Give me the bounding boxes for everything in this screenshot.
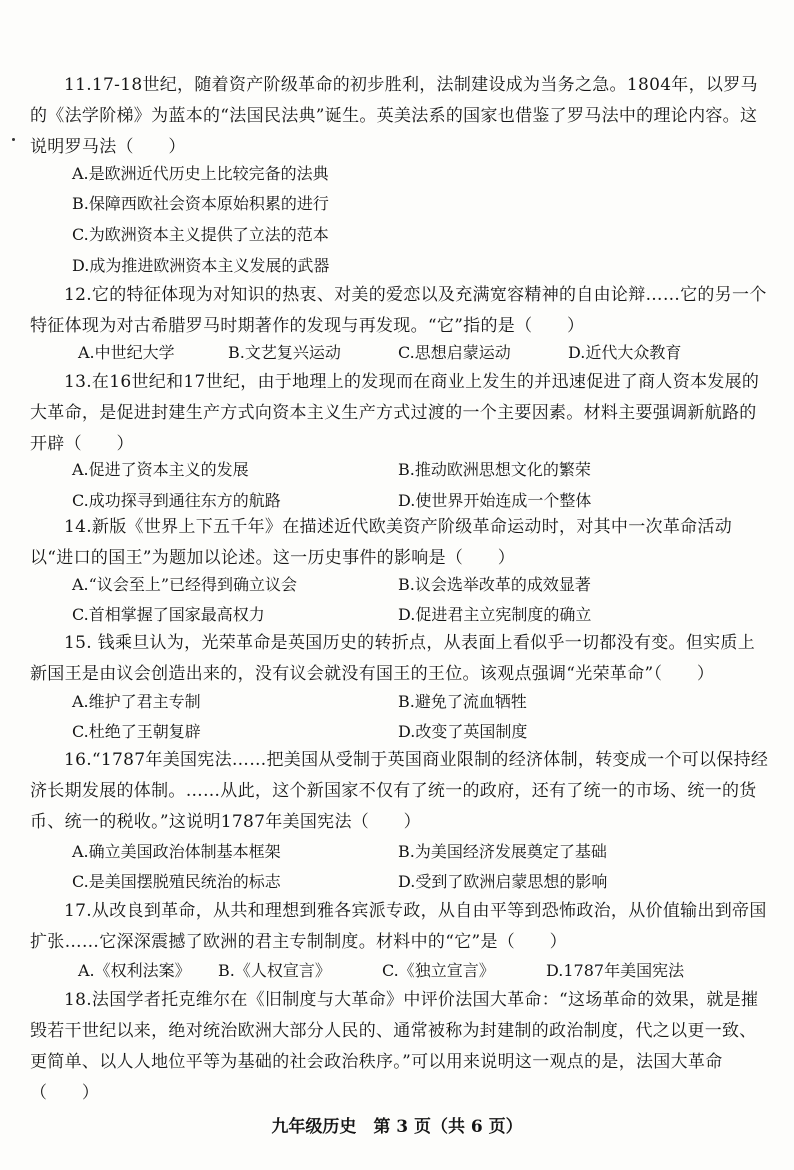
question-17-option-d[interactable]: D.1787年美国宪法 <box>546 961 685 980</box>
question-14-option-b[interactable]: B.议会选举改革的成效显著 <box>398 575 591 594</box>
question-13-option-b[interactable]: B.推动欧洲思想文化的繁荣 <box>398 460 591 479</box>
question-17-option-c[interactable]: C.《独立宣言》 <box>382 961 495 980</box>
question-15-option-d[interactable]: D.改变了英国制度 <box>398 722 528 741</box>
question-15-stem: 15. 钱乘旦认为，光荣革命是英国历史的转折点，从表面上看似乎一切都没有变。但实质上新国王是由议会创造出来的，没有议会就没有国王的王位。该观点强调“光荣革命”（ ） <box>30 633 756 684</box>
question-11-option-c[interactable]: C.为欧洲资本主义提供了立法的范本 <box>72 225 329 244</box>
question-11-option-d[interactable]: D.成为推进欧洲资本主义发展的武器 <box>72 256 330 275</box>
question-12-option-d[interactable]: D.近代大众教育 <box>568 343 682 362</box>
question-11-option-a[interactable]: A.是欧洲近代历史上比较完备的法典 <box>72 164 329 183</box>
question-17-option-a[interactable]: A.《权利法案》 <box>78 961 191 980</box>
question-16-option-b[interactable]: B.为美国经济发展奠定了基础 <box>398 842 607 861</box>
question-14-option-d[interactable]: D.促进君主立宪制度的确立 <box>398 605 592 624</box>
question-11-option-b[interactable]: B.保障西欧社会资本原始积累的进行 <box>72 194 329 213</box>
question-16-option-c[interactable]: C.是美国摆脱殖民统治的标志 <box>72 872 281 891</box>
question-13-option-a[interactable]: A.促进了资本主义的发展 <box>72 460 249 479</box>
question-16-option-d[interactable]: D.受到了欧洲启蒙思想的影响 <box>398 872 608 891</box>
question-18-stem: 18.法国学者托克维尔在《旧制度与大革命》中评价法国大革命：“这场革命的效果，就是摧毁若干世纪以来，绝对统治欧洲大部分人民的、通常被称为封建制的政治制度，代之以更一致、更简单、以人人地位平等为基础的社会政治秩序。”可以用来说明这一观点的是，法国大革命（ ） <box>30 990 759 1103</box>
question-16-option-a[interactable]: A.确立美国政治体制基本框架 <box>72 842 281 861</box>
question-12-option-b[interactable]: B.文艺复兴运动 <box>228 343 341 362</box>
question-17-stem: 17.从改良到革命，从共和理想到雅各宾派专政，从自由平等到恐怖政治，从价值输出到帝国扩张……它深深震撼了欧洲的君主专制制度。材料中的“它”是（ ） <box>30 901 767 952</box>
page-footer: 九年级历史 第 3 页（共 6 页） <box>271 1117 523 1137</box>
scan-speck <box>12 138 15 141</box>
question-14-option-c[interactable]: C.首相掌握了国家最高权力 <box>72 605 265 624</box>
question-14-stem: 14.新版《世界上下五千年》在描述近代欧美资产阶级革命运动时，对其中一次革命活动以“进口的国王”为题加以论述。这一历史事件的影响是（ ） <box>30 517 733 568</box>
question-13-option-c[interactable]: C.成功探寻到通往东方的航路 <box>72 491 281 510</box>
question-12-option-c[interactable]: C.思想启蒙运动 <box>398 343 511 362</box>
question-15-option-c[interactable]: C.杜绝了王朝复辟 <box>72 722 201 741</box>
question-14-option-a[interactable]: A.“议会至上”已经得到确立议会 <box>72 575 298 594</box>
question-11-stem: 11.17-18世纪，随着资产阶级革命的初步胜利，法制建设成为当务之急。1804年，以罗马的《法学阶梯》为蓝本的“法国民法典”诞生。英美法系的国家也借鉴了罗马法中的理论内容。这说明罗马法（ ） <box>30 75 758 157</box>
question-12-stem: 12.它的特征体现为对知识的热衷、对美的爱恋以及充满宽容精神的自由论辩……它的另一个特征体现为对古希腊罗马时期著作的发现与再发现。“它”指的是（ ） <box>30 285 767 336</box>
question-15-option-b[interactable]: B.避免了流血牺牲 <box>398 692 527 711</box>
question-12-option-a[interactable]: A.中世纪大学 <box>78 343 175 362</box>
question-15-option-a[interactable]: A.维护了君主专制 <box>72 692 201 711</box>
question-17-option-b[interactable]: B.《人权宣言》 <box>218 961 331 980</box>
question-13-stem: 13.在16世纪和17世纪，由于地理上的发现而在商业上发生的并迅速促进了商人资本发展的大革命，是促进封建生产方式向资本主义生产方式过渡的一个主要因素。材料主要强调新航路的开辟（ ） <box>30 372 760 454</box>
question-16-stem: 16.“1787年美国宪法……把美国从受制于英国商业限制的经济体制，转变成一个可以保持经济长期发展的体制。……从此，这个新国家不仅有了统一的政府，还有了统一的市场、统一的货币、统一的税收。”这说明1787年美国宪法（ ） <box>30 750 769 832</box>
question-13-option-d[interactable]: D.使世界开始连成一个整体 <box>398 491 592 510</box>
